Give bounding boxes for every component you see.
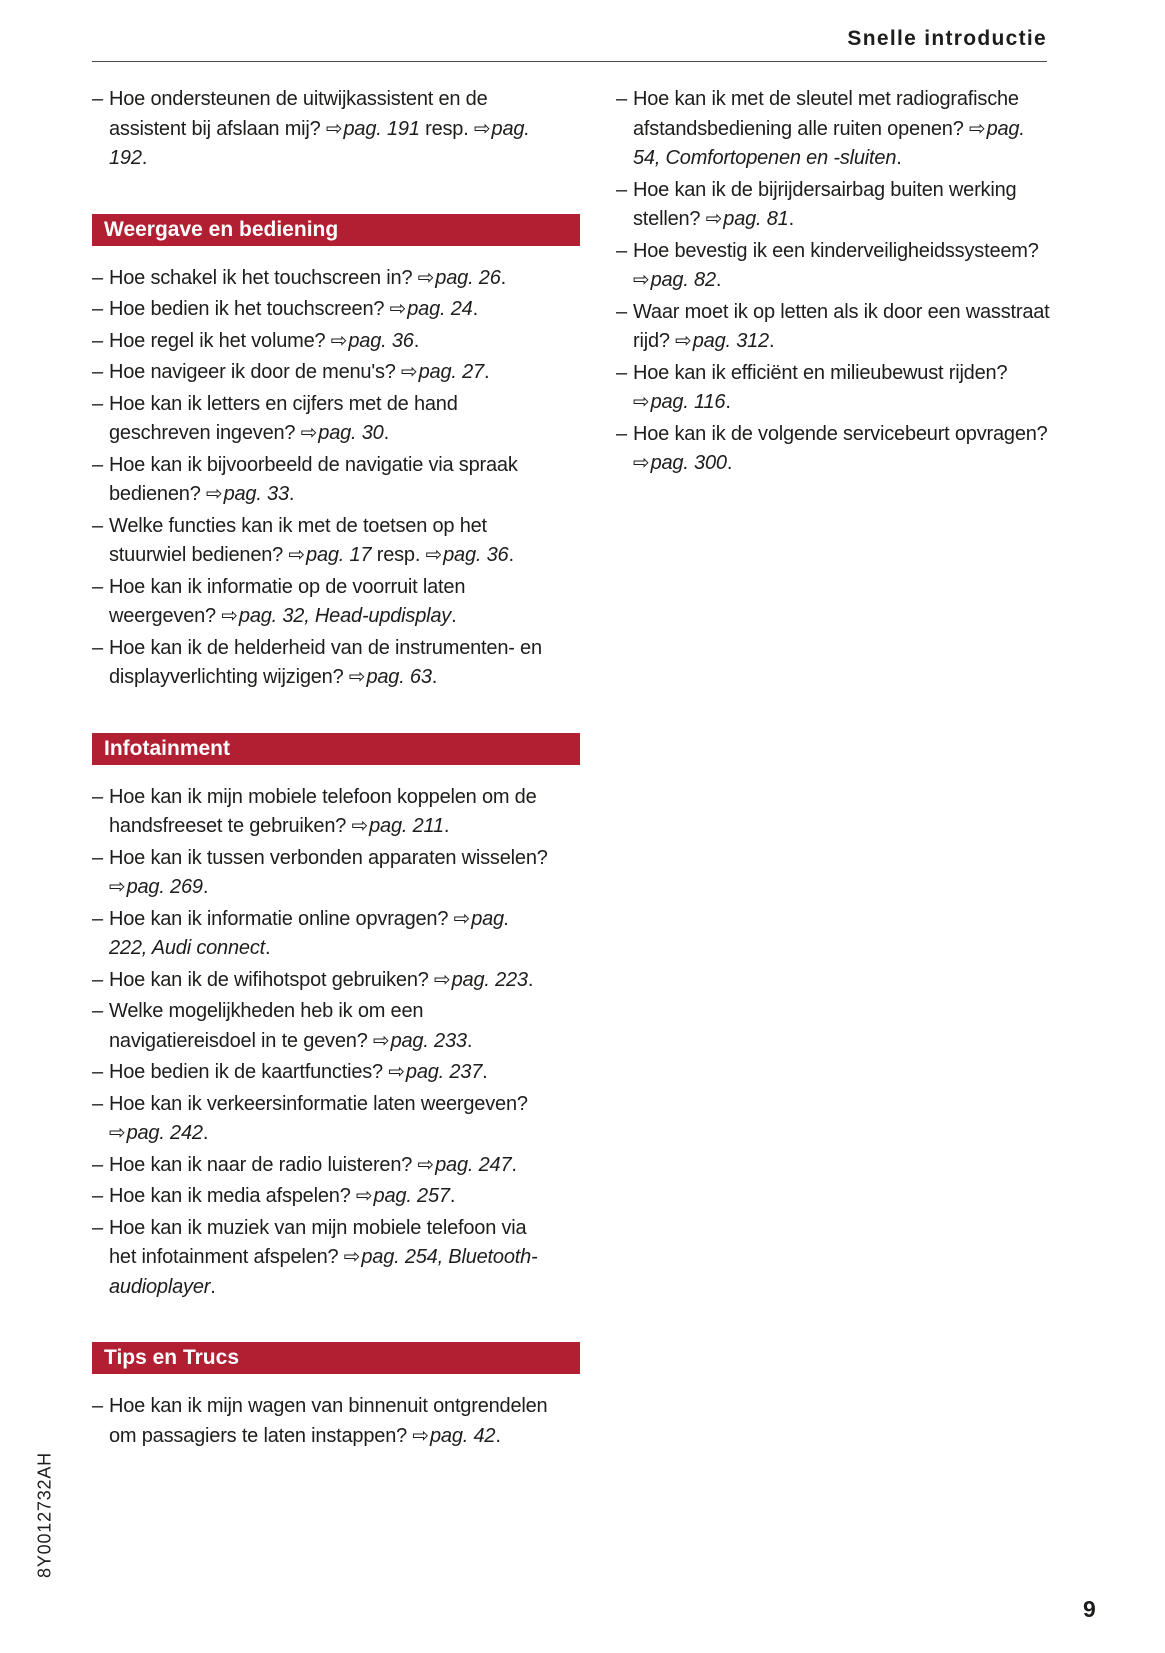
list-item-text bbox=[109, 264, 548, 294]
question-text: Hoe kan ik met de sleutel met radiografische afstandsbediening alle ruiten openen? bbox=[633, 88, 1019, 140]
question-text: . bbox=[896, 147, 902, 169]
question-text: Hoe ondersteunen de uitwijkassistent en de assistent bij afslaan mij? bbox=[109, 88, 488, 140]
page-ref-arrow-icon: ⇨ bbox=[325, 117, 343, 140]
question-text: . bbox=[443, 815, 450, 837]
page-ref-arrow-icon: ⇨ bbox=[351, 815, 369, 837]
page-reference bbox=[221, 605, 451, 627]
list-dash-marker: – bbox=[92, 329, 103, 352]
question-text: Waar moet ik op letten als ik door een wasstraat rijd? bbox=[633, 300, 1050, 352]
list-dash-marker: – bbox=[616, 422, 627, 445]
page-ref-text: pag. 81 bbox=[723, 208, 789, 230]
page-reference bbox=[426, 544, 509, 566]
page-ref-arrow-icon: ⇨ bbox=[453, 907, 471, 930]
list-item bbox=[92, 1214, 548, 1303]
list-item bbox=[92, 997, 548, 1056]
page-ref-text: pag. 17 bbox=[306, 544, 372, 566]
question-list bbox=[92, 1392, 548, 1451]
list-dash-marker: – bbox=[92, 1092, 103, 1115]
question-text: . bbox=[495, 1424, 501, 1447]
list-item-text bbox=[109, 390, 548, 449]
question-text: . bbox=[508, 544, 514, 566]
page-ref-text: pag. 223 bbox=[451, 968, 528, 991]
page-ref-arrow-icon: ⇨ bbox=[109, 876, 126, 898]
question-text: Hoe kan ik media afspelen? bbox=[109, 1185, 356, 1207]
question-text: . bbox=[383, 422, 389, 444]
question-text: Hoe kan ik bijvoorbeeld de navigatie via spraak bedienen? bbox=[109, 453, 518, 505]
page-ref-text: pag. 116 bbox=[650, 391, 726, 413]
list-item bbox=[92, 634, 548, 693]
list-item bbox=[616, 237, 1050, 296]
question-text: Hoe kan ik mijn mobiele telefoon koppelen om de handsfreeset te gebruiken? bbox=[109, 785, 537, 837]
question-list bbox=[616, 85, 1050, 479]
list-item bbox=[92, 85, 548, 174]
page-reference bbox=[373, 1030, 467, 1052]
page-reference bbox=[352, 815, 444, 837]
document-code: 8Y0012732AH bbox=[34, 1452, 55, 1578]
list-dash-marker: – bbox=[92, 1061, 103, 1083]
page-reference bbox=[633, 452, 727, 474]
page-ref-arrow-icon: ⇨ bbox=[348, 666, 366, 688]
list-dash-marker: – bbox=[92, 453, 103, 476]
question-text: . bbox=[768, 330, 775, 352]
question-text: . bbox=[466, 1029, 473, 1052]
list-item bbox=[92, 905, 548, 964]
page-reference bbox=[675, 330, 769, 352]
page-reference bbox=[418, 267, 501, 289]
page-ref-arrow-icon: ⇨ bbox=[330, 329, 348, 352]
list-item bbox=[616, 85, 1050, 174]
question-text: Hoe kan ik efficiënt en milieubewust rijden? bbox=[633, 361, 1008, 384]
question-text: . bbox=[431, 666, 438, 688]
list-item-text bbox=[633, 298, 1050, 357]
question-text: Hoe kan ik de wifihotspot gebruiken? bbox=[109, 968, 435, 991]
list-item bbox=[92, 783, 548, 842]
list-dash-marker: – bbox=[92, 785, 103, 808]
list-dash-marker: – bbox=[92, 1153, 103, 1176]
page-number: 9 bbox=[1083, 1596, 1096, 1622]
page-ref-text: pag. 36 bbox=[443, 544, 509, 566]
list-item bbox=[92, 264, 548, 294]
list-dash-marker: – bbox=[92, 1395, 103, 1417]
page-reference bbox=[349, 666, 432, 688]
list-item-text bbox=[633, 359, 1050, 418]
left-column bbox=[92, 85, 548, 1453]
page-ref-arrow-icon: ⇨ bbox=[343, 1246, 361, 1268]
page-ref-text: pag. 191 bbox=[343, 117, 420, 140]
list-item bbox=[92, 966, 548, 996]
question-text: . bbox=[788, 208, 794, 230]
list-item bbox=[92, 390, 548, 449]
question-text: . bbox=[449, 1185, 456, 1207]
list-item bbox=[92, 327, 548, 357]
page-reference bbox=[401, 361, 484, 383]
page-ref-arrow-icon: ⇨ bbox=[300, 422, 318, 444]
list-item bbox=[92, 1392, 548, 1451]
question-text: . bbox=[472, 298, 478, 320]
page-reference bbox=[331, 330, 414, 352]
page-ref-arrow-icon: ⇨ bbox=[389, 298, 407, 320]
question-list bbox=[92, 783, 548, 1303]
list-item-text bbox=[109, 1058, 548, 1088]
page-ref-text: pag. 211 bbox=[369, 815, 444, 837]
page-ref-arrow-icon: ⇨ bbox=[417, 266, 435, 289]
list-item-text bbox=[109, 634, 548, 693]
page-ref-arrow-icon: ⇨ bbox=[633, 452, 650, 474]
question-text: . bbox=[715, 269, 722, 291]
page-reference bbox=[356, 1185, 450, 1207]
list-dash-marker: – bbox=[92, 1216, 103, 1239]
list-item-text bbox=[633, 237, 1050, 296]
list-item bbox=[616, 176, 1050, 235]
page-ref-arrow-icon: ⇨ bbox=[675, 330, 692, 352]
page-reference bbox=[633, 391, 725, 413]
question-text: . bbox=[413, 329, 420, 352]
question-text: Hoe kan ik informatie online opvragen? bbox=[109, 907, 454, 930]
list-dash-marker: – bbox=[92, 88, 103, 110]
list-dash-marker: – bbox=[92, 266, 103, 289]
question-text: Hoe kan ik mijn wagen van binnenuit ontgrendelen om passagiers te laten instappen? bbox=[109, 1395, 548, 1447]
list-item-text bbox=[109, 358, 548, 388]
list-dash-marker: – bbox=[92, 907, 103, 930]
question-text: Hoe schakel ik het touchscreen in? bbox=[109, 266, 418, 289]
list-item bbox=[92, 451, 548, 510]
page-ref-text: pag. 192 bbox=[109, 117, 530, 169]
page-reference bbox=[109, 876, 203, 898]
list-item bbox=[92, 295, 548, 325]
question-text: . bbox=[726, 452, 733, 474]
list-item-text bbox=[109, 905, 548, 964]
question-text: . bbox=[210, 1275, 216, 1298]
list-dash-marker: – bbox=[616, 300, 627, 323]
page-ref-text: pag. 254, Bluetooth-audioplayer bbox=[109, 1246, 538, 1298]
page-reference bbox=[412, 1425, 495, 1447]
page-ref-text: pag. 233 bbox=[390, 1029, 467, 1052]
question-text: Hoe kan ik tussen verbonden apparaten wisselen? bbox=[109, 846, 548, 869]
list-item-text bbox=[109, 1182, 548, 1212]
list-dash-marker: – bbox=[616, 88, 627, 110]
page-ref-text: pag. 237 bbox=[405, 1061, 483, 1083]
list-item-text bbox=[109, 1392, 548, 1451]
page-ref-text: pag. 300 bbox=[650, 452, 727, 474]
page-ref-arrow-icon: ⇨ bbox=[355, 1185, 373, 1207]
page-ref-text: pag. 24 bbox=[407, 298, 473, 320]
question-text: . bbox=[511, 1153, 517, 1176]
list-item-text bbox=[109, 966, 548, 996]
question-text: Hoe kan ik naar de radio luisteren? bbox=[109, 1153, 418, 1176]
list-item-text bbox=[109, 573, 548, 632]
question-text: Welke functies kan ik met de toetsen op het stuurwiel bedienen? bbox=[109, 514, 487, 566]
question-text: Hoe bevestig ik een kinderveiligheidssysteem? bbox=[633, 239, 1039, 262]
list-item bbox=[616, 420, 1050, 479]
question-text: Hoe bedien ik de kaartfuncties? bbox=[109, 1061, 389, 1083]
question-text: Hoe kan ik informatie op de voorruit laten weergeven? bbox=[109, 575, 466, 627]
question-text: Hoe regel ik het volume? bbox=[109, 329, 331, 352]
page-ref-arrow-icon: ⇨ bbox=[221, 605, 238, 627]
list-item-text bbox=[109, 512, 548, 571]
page-ref-arrow-icon: ⇨ bbox=[388, 1061, 405, 1083]
list-item bbox=[92, 844, 548, 903]
list-item-text bbox=[109, 295, 548, 325]
list-dash-marker: – bbox=[92, 636, 103, 659]
page-ref-arrow-icon: ⇨ bbox=[425, 544, 443, 566]
question-text: Welke mogelijkheden heb ik om een navigatiereisdoel in te geven? bbox=[109, 1000, 424, 1052]
page-ref-text: pag. 36 bbox=[348, 329, 414, 352]
page-ref-arrow-icon: ⇨ bbox=[401, 361, 418, 383]
list-item-text bbox=[109, 1151, 548, 1181]
list-item bbox=[92, 1090, 548, 1149]
page-ref-text: pag. 42 bbox=[429, 1424, 496, 1447]
list-dash-marker: – bbox=[92, 968, 103, 991]
page-ref-text: pag. 27 bbox=[418, 361, 484, 383]
question-text: resp. bbox=[371, 544, 426, 566]
page-ref-text: pag. 222, Audi connect bbox=[109, 907, 510, 959]
section-heading-label: Weergave en bediening bbox=[104, 217, 339, 241]
question-text: . bbox=[500, 266, 506, 289]
page-ref-text: pag. 33 bbox=[223, 483, 289, 505]
list-dash-marker: – bbox=[92, 1000, 103, 1022]
page-reference bbox=[390, 298, 473, 320]
list-item-text bbox=[633, 176, 1050, 235]
page-ref-text: pag. 257 bbox=[373, 1185, 450, 1207]
list-dash-marker: – bbox=[92, 846, 103, 869]
list-item-text bbox=[109, 1090, 548, 1149]
right-column bbox=[616, 85, 1050, 481]
question-text: . bbox=[483, 361, 490, 383]
list-item bbox=[616, 359, 1050, 418]
page-ref-text: pag. 63 bbox=[366, 666, 432, 688]
question-text: . bbox=[288, 483, 295, 505]
list-item bbox=[92, 573, 548, 632]
list-dash-marker: – bbox=[92, 575, 103, 598]
question-text: . bbox=[141, 147, 148, 169]
list-item-text bbox=[633, 420, 1050, 479]
list-item bbox=[92, 1151, 548, 1181]
page-reference bbox=[109, 1122, 203, 1144]
list-item bbox=[616, 298, 1050, 357]
list-item-text bbox=[633, 85, 1050, 174]
question-text: Hoe kan ik de bijrijdersairbag buiten werking stellen? bbox=[633, 178, 1017, 230]
question-text: resp. bbox=[419, 117, 474, 140]
page-ref-arrow-icon: ⇨ bbox=[109, 1122, 126, 1144]
page-ref-text: pag. 269 bbox=[126, 876, 203, 898]
section-heading-infotainment bbox=[92, 733, 580, 765]
list-item-text bbox=[109, 783, 548, 842]
page-reference bbox=[706, 208, 789, 230]
question-text: . bbox=[527, 968, 534, 991]
page-ref-text: pag. 247 bbox=[435, 1153, 512, 1176]
page-reference bbox=[288, 544, 371, 566]
question-text: Hoe navigeer ik door de menu's? bbox=[109, 361, 402, 383]
list-item bbox=[92, 1182, 548, 1212]
section-heading-weergave-en-bediening bbox=[92, 214, 580, 246]
list-item bbox=[92, 1058, 548, 1088]
page-reference bbox=[301, 422, 384, 444]
question-text: . bbox=[264, 937, 271, 959]
list-item bbox=[92, 358, 548, 388]
list-item-text bbox=[109, 327, 548, 357]
page-ref-arrow-icon: ⇨ bbox=[434, 968, 451, 991]
question-text: Hoe kan ik de helderheid van de instrumenten- en displayverlichting wijzigen? bbox=[109, 636, 542, 688]
page-ref-arrow-icon: ⇨ bbox=[206, 483, 223, 505]
section-heading-label: Tips en Trucs bbox=[104, 1346, 239, 1369]
question-text: . bbox=[482, 1061, 488, 1083]
page-reference bbox=[434, 969, 528, 991]
list-dash-marker: – bbox=[92, 1185, 103, 1207]
page-ref-arrow-icon: ⇨ bbox=[417, 1153, 435, 1176]
question-list bbox=[92, 85, 548, 174]
page-ref-arrow-icon: ⇨ bbox=[705, 208, 723, 230]
page-ref-text: pag. 82 bbox=[650, 269, 716, 291]
list-item-text bbox=[109, 451, 548, 510]
page-ref-arrow-icon: ⇨ bbox=[633, 269, 650, 291]
list-dash-marker: – bbox=[92, 298, 103, 320]
page-ref-arrow-icon: ⇨ bbox=[412, 1424, 429, 1447]
question-text: Hoe kan ik letters en cijfers met de hand geschreven ingeven? bbox=[109, 392, 458, 444]
page-ref-arrow-icon: ⇨ bbox=[473, 117, 491, 140]
list-dash-marker: – bbox=[616, 361, 627, 384]
list-dash-marker: – bbox=[92, 361, 103, 383]
header-divider bbox=[92, 61, 1047, 62]
question-text: Hoe kan ik de volgende servicebeurt opvragen? bbox=[633, 422, 1048, 445]
list-item-text bbox=[109, 997, 548, 1056]
question-text: . bbox=[725, 391, 731, 413]
section-heading-label: Infotainment bbox=[104, 736, 230, 760]
page-ref-text: pag. 30 bbox=[318, 422, 384, 444]
page-ref-text: pag. 54, Comfortopenen en -sluiten bbox=[633, 117, 1025, 169]
list-item bbox=[92, 512, 548, 571]
question-text: Hoe bedien ik het touchscreen? bbox=[109, 298, 390, 320]
section-heading-tips-en-trucs bbox=[92, 1342, 580, 1374]
list-dash-marker: – bbox=[616, 178, 627, 201]
question-text: Hoe kan ik verkeersinformatie laten weergeven? bbox=[109, 1092, 528, 1115]
page-reference bbox=[418, 1154, 512, 1176]
page-ref-arrow-icon: ⇨ bbox=[633, 391, 650, 413]
list-dash-marker: – bbox=[92, 392, 103, 415]
page-ref-text: pag. 26 bbox=[435, 266, 501, 289]
list-dash-marker: – bbox=[616, 239, 627, 262]
page-reference bbox=[388, 1061, 482, 1083]
question-text: . bbox=[202, 876, 209, 898]
page-reference bbox=[633, 269, 716, 291]
page-ref-arrow-icon: ⇨ bbox=[288, 544, 306, 566]
question-text: . bbox=[202, 1122, 209, 1144]
page-ref-text: pag. 312 bbox=[692, 330, 769, 352]
question-list bbox=[92, 264, 548, 693]
page-reference bbox=[326, 118, 420, 140]
list-dash-marker: – bbox=[92, 514, 103, 537]
page-ref-arrow-icon: ⇨ bbox=[373, 1029, 390, 1052]
page-ref-arrow-icon: ⇨ bbox=[969, 117, 986, 140]
question-text: . bbox=[451, 605, 457, 627]
page-reference bbox=[206, 483, 289, 505]
question-text: Hoe kan ik muziek van mijn mobiele telefoon via het infotainment afspelen? bbox=[109, 1216, 527, 1268]
list-item-text bbox=[109, 85, 548, 174]
page-ref-text: pag. 242 bbox=[126, 1122, 203, 1144]
page-ref-text: pag. 32, Head-updisplay bbox=[238, 605, 452, 627]
page-title: Snelle introductie bbox=[847, 27, 1047, 50]
list-item-text bbox=[109, 1214, 548, 1303]
list-item-text bbox=[109, 844, 548, 903]
